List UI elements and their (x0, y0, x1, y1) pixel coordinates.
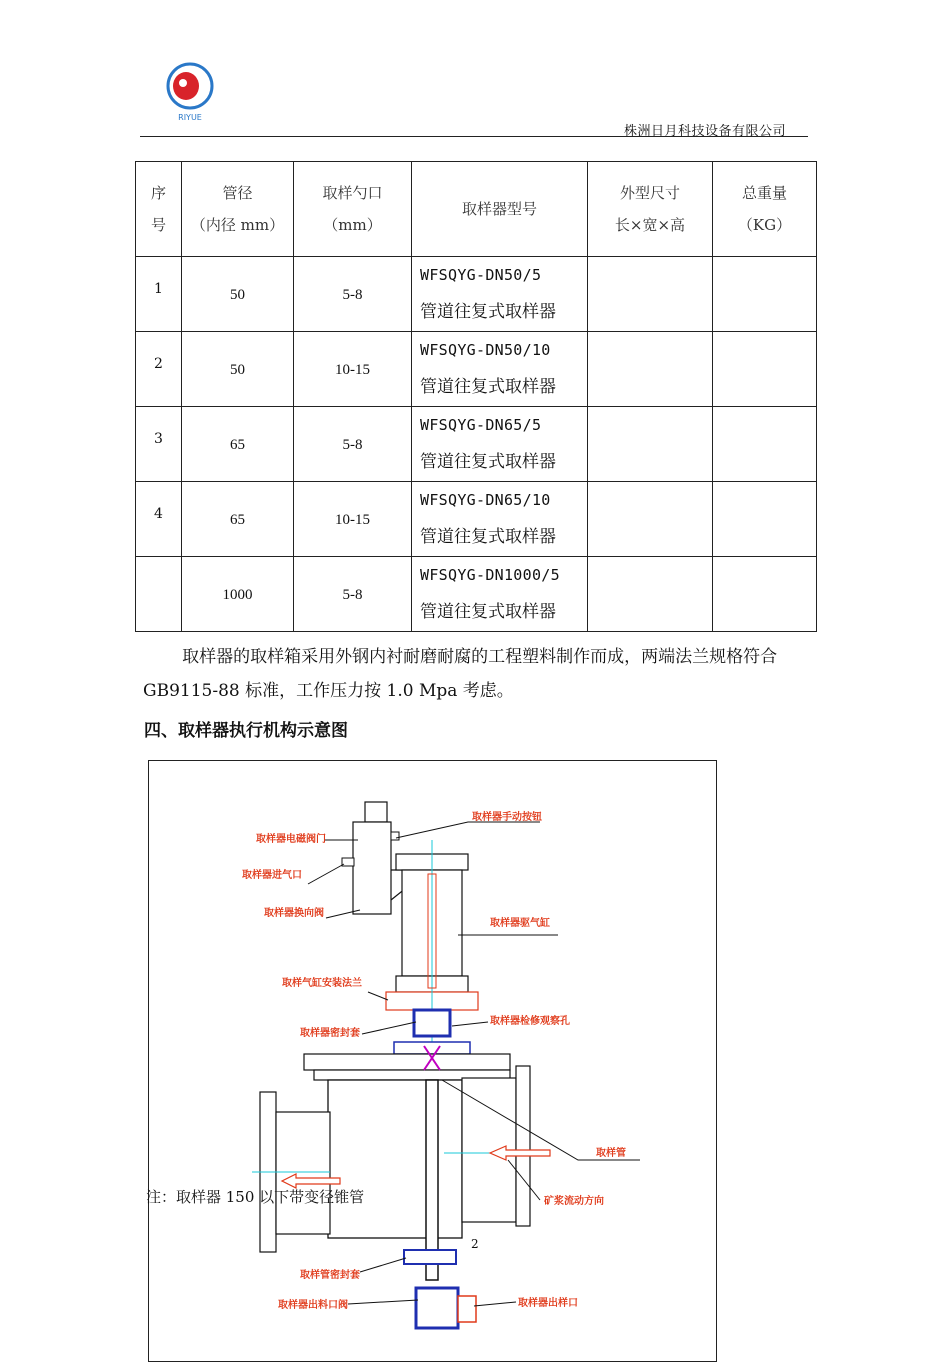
sample-outlet (458, 1296, 476, 1322)
cell-model: WFSQYG-DN65/5 管道往复式取样器 (412, 407, 588, 482)
leader-bottom-seal (360, 1258, 406, 1272)
cell-no: 4 (136, 482, 182, 557)
callout-solenoid: 取样器电磁阀门 (256, 834, 326, 845)
body-paragraph: 取样器的取样箱采用外钢内衬耐磨耐腐的工程塑料制作而成，两端法兰规格符合 GB9115-88 标准，工作压力按 1.0 Mpa 考虑。 (143, 647, 778, 701)
cell-no: 2 (136, 332, 182, 407)
leader-air-inlet (308, 864, 344, 884)
bottom-seal (404, 1250, 456, 1264)
sampler-drawing (148, 760, 715, 1344)
spec-table (135, 161, 817, 632)
cell-weight (713, 257, 817, 332)
table-row (136, 407, 817, 482)
header-scoop: 取样勺口 （mm） (294, 162, 412, 257)
cell-diameter: 65 (182, 482, 294, 557)
solenoid-body (353, 822, 391, 914)
company-name: 株洲日月科技设备有限公司 (624, 124, 787, 139)
leader-flange (368, 992, 388, 1000)
leader-seal (362, 1022, 416, 1034)
cell-weight (713, 482, 817, 557)
header-size: 外型尺寸 长×宽×高 (588, 162, 713, 257)
section-title: 四、取样器执行机构示意图 (144, 721, 348, 741)
air-inlet-stub (342, 858, 354, 866)
callout-tube: 取样管 (596, 1148, 626, 1159)
inlet-pipe-left (276, 1112, 330, 1234)
header-rule (140, 136, 808, 137)
cell-diameter: 50 (182, 332, 294, 407)
cell-scoop: 5-8 (294, 257, 412, 332)
riyue-logo (160, 58, 220, 128)
sampler-body (328, 1080, 462, 1238)
callout-sample-outlet: 取样器出样口 (518, 1298, 578, 1309)
cell-scoop: 5-8 (294, 407, 412, 482)
callout-flange: 取样气缸安装法兰 (282, 978, 362, 989)
leader-outlet-valve (348, 1300, 418, 1304)
cell-scoop: 5-8 (294, 557, 412, 632)
page-marker: 2 (471, 1237, 479, 1251)
callout-outlet-valve: 取样器出料口阀 (278, 1300, 348, 1311)
cell-diameter: 1000 (182, 557, 294, 632)
outlet-flange-right (516, 1066, 530, 1226)
outlet-valve (416, 1288, 458, 1328)
callout-reversing: 取样器换向阀 (264, 908, 324, 919)
table-row (136, 257, 817, 332)
body-top-flange (304, 1054, 510, 1070)
callout-cylinder: 取样器驱气缸 (490, 918, 550, 929)
guide-flange (394, 1042, 470, 1054)
cell-size (588, 257, 713, 332)
cell-diameter: 50 (182, 257, 294, 332)
cell-model: WFSQYG-DN1000/5 管道往复式取样器 (412, 557, 588, 632)
header-diameter: 管径 （内径 mm） (182, 162, 294, 257)
cell-size (588, 557, 713, 632)
header-weight: 总重量 （KG） (713, 162, 817, 257)
table-row (136, 332, 817, 407)
logo-text: RIYUE (178, 113, 202, 122)
cell-no: 3 (136, 407, 182, 482)
leader-manual-valve (396, 822, 540, 838)
solenoid-cap (365, 802, 387, 822)
figure-note: 注：取样器 150 以下带变径锥管 (146, 1188, 365, 1206)
cell-weight (713, 407, 817, 482)
logo-sun (173, 72, 199, 100)
table-row (136, 557, 817, 632)
table-header-row (136, 162, 817, 257)
leader-inspection (452, 1022, 488, 1026)
cell-diameter: 65 (182, 407, 294, 482)
callout-inspection: 取样器检修观察孔 (490, 1016, 570, 1027)
solenoid-port (391, 832, 399, 840)
cell-weight (713, 557, 817, 632)
callout-flow: 矿浆流动方向 (544, 1196, 604, 1207)
callout-bottom-seal: 取样管密封套 (300, 1270, 360, 1281)
cell-weight (713, 332, 817, 407)
header-model: 取样器型号 (412, 162, 588, 257)
callout-manual-valve: 取样器手动按钮 (472, 812, 542, 823)
cell-size (588, 482, 713, 557)
cell-model: WFSQYG-DN65/10 管道往复式取样器 (412, 482, 588, 557)
leader-sample-outlet (474, 1302, 516, 1306)
cell-size (588, 407, 713, 482)
cell-no: 1 (136, 257, 182, 332)
cell-no (136, 557, 182, 632)
cell-scoop: 10-15 (294, 482, 412, 557)
header-no: 序 号 (136, 162, 182, 257)
cell-model: WFSQYG-DN50/10 管道往复式取样器 (412, 332, 588, 407)
cell-scoop: 10-15 (294, 332, 412, 407)
callout-seal: 取样器密封套 (300, 1028, 360, 1039)
seal-sleeve (414, 1010, 450, 1036)
cell-size (588, 332, 713, 407)
logo-dot (179, 79, 187, 87)
callout-air-inlet: 取样器进气口 (242, 870, 302, 881)
cell-model: WFSQYG-DN50/5 管道往复式取样器 (412, 257, 588, 332)
table-row (136, 482, 817, 557)
